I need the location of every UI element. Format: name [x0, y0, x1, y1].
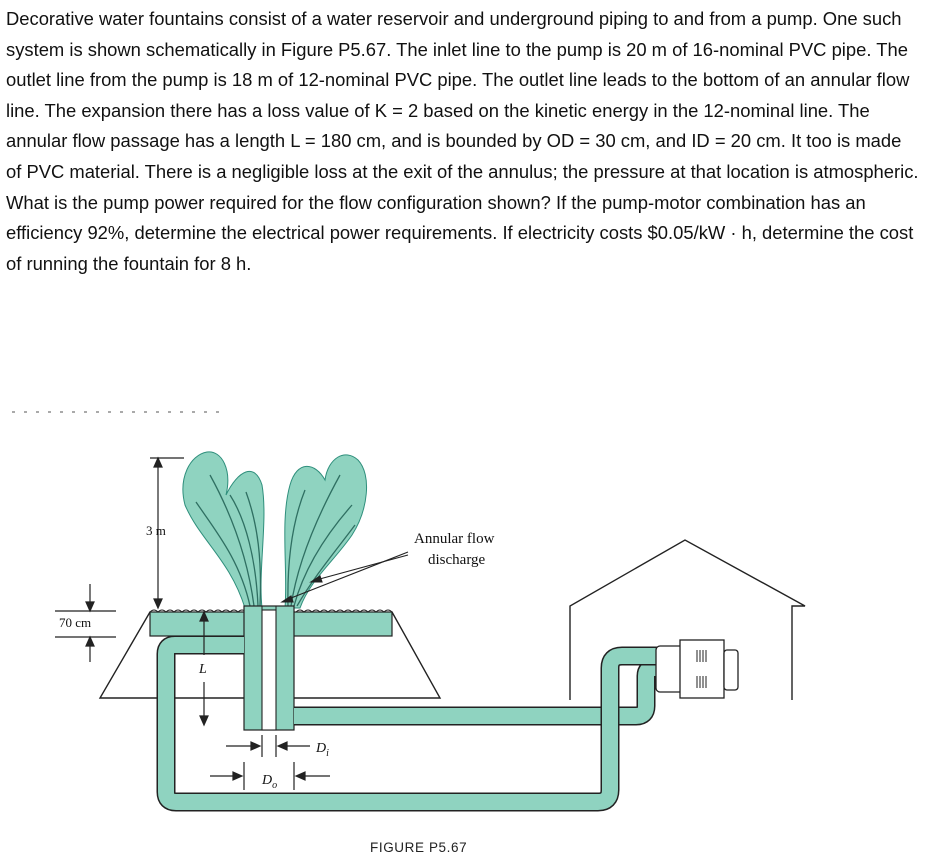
annular-flow-label-line2: discharge [428, 552, 486, 568]
figure-caption: FIGURE P5.67 [370, 840, 468, 855]
problem-statement: Decorative water fountains consist of a water reservoir and underground piping to and from a pump. One such system is shown schematically in Figure P5.67. The inlet line to the pump is 20 m of 16-nominal PVC pipe. The outlet line from the pump is 18 m of 12-nominal PVC pipe. The outlet line leads to the bottom of an annular flow line. The expansion there has a loss value of K = 2 based on the kinetic energy in the 12-nominal line. The annular flow passage has a length L = 180 cm, and is bounded by OD = 30 cm, and ID = 20 cm. It too is made of PVC material. There is a negligible loss at the exit of the annulus; the pressure at that location is atmospheric. What is the pump power required for the flow configuration shown? If the pump-motor combination has an efficiency 92%, determine the electrical power requirements. If electricity costs $0.05/kW · h, determine the cost of running the fountain for 8 h. [6, 8, 919, 274]
fountain-water-plume-right [285, 455, 367, 608]
outer-diameter-label: $D_o$ [262, 773, 278, 791]
pump-motor [656, 640, 738, 698]
height-label: 3 m [146, 523, 166, 538]
annular-standpipe [244, 606, 294, 730]
depth-label: 70 cm [59, 615, 92, 630]
annular-flow-label-line1: Annular flow [414, 531, 495, 547]
fountain-schematic [0, 400, 938, 863]
underground-piping [166, 645, 660, 802]
length-label: L [199, 662, 207, 677]
fountain-water-plume-left [183, 452, 264, 608]
inner-diameter-label: $D_i$ [316, 741, 329, 759]
inner-diameter-dimension [226, 735, 310, 757]
